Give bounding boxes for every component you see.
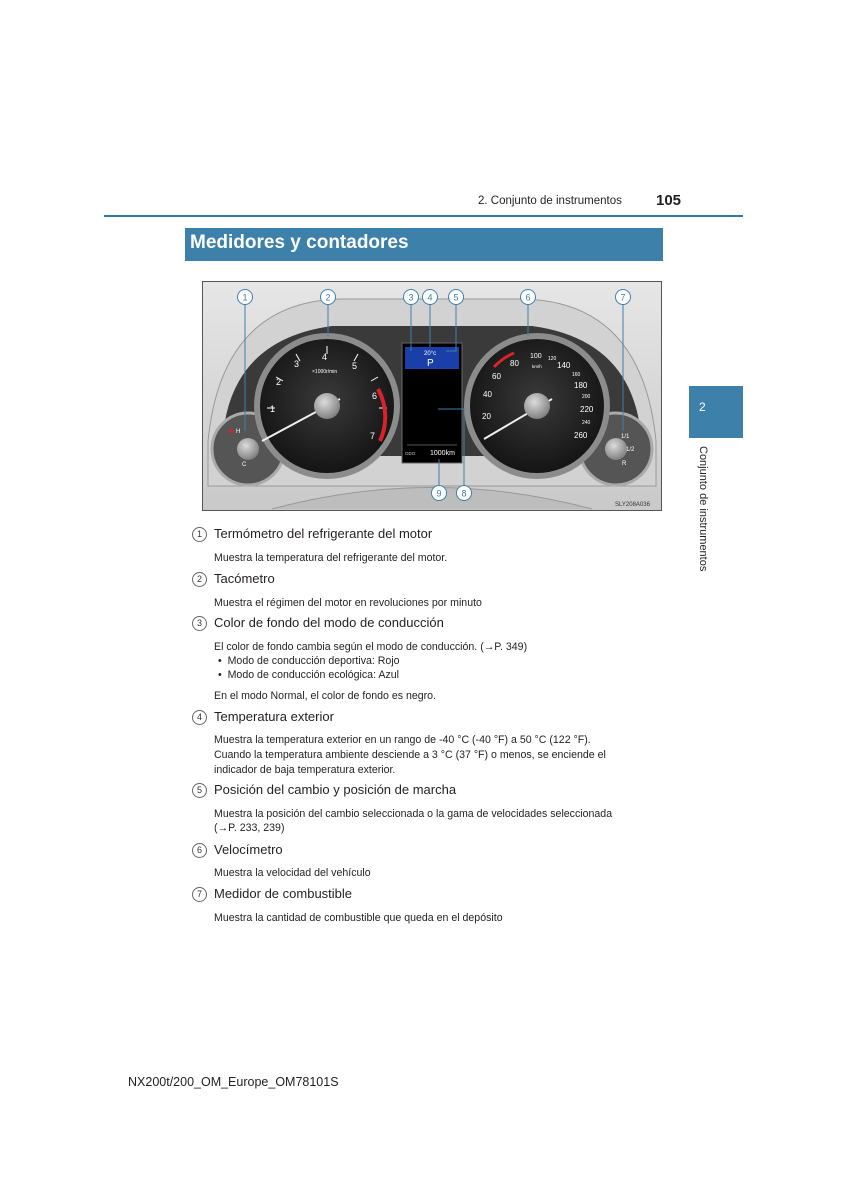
item-5-title: 5 Posición del cambio y posición de marcha	[192, 782, 456, 798]
fuel-gauge-half: 1/2	[626, 447, 635, 453]
speedometer-hub	[524, 393, 550, 419]
speed-label: 120	[548, 356, 557, 362]
speed-label: 240	[582, 420, 591, 426]
item-2-desc: Muestra el régimen del motor en revoluciones por minuto	[214, 597, 482, 609]
temp-gauge-h: H	[236, 429, 241, 435]
item-5-desc-line: (→P. 233, 239)	[214, 822, 285, 834]
odo-readout: 1000km	[430, 450, 455, 457]
speed-label: 140	[557, 361, 571, 370]
odo-label: ODO	[405, 451, 416, 456]
speed-label: 80	[510, 359, 519, 368]
item-3-bullet: • Modo de conducción deportiva: Rojo	[218, 655, 400, 667]
item-4-title: 4 Temperatura exterior	[192, 709, 334, 725]
header-rule	[104, 215, 743, 217]
figure-code: SLY208A036	[615, 502, 650, 508]
section-title: Medidores y contadores	[190, 232, 409, 253]
item-1-title: 1 Termómetro del refrigerante del motor	[192, 526, 432, 542]
item-3-bullet: • Modo de conducción ecológica: Azul	[218, 669, 399, 681]
chapter-side-tab-number: 2	[699, 400, 706, 414]
callout-4: 4	[427, 292, 433, 303]
item-6-title: 6 Velocímetro	[192, 842, 283, 858]
footer-doc-code: NX200t/200_OM_Europe_OM78101S	[128, 1075, 339, 1089]
item-4-desc-line: Cuando la temperatura ambiente desciende a 3 °C (37 °F) o menos, se enciende el	[214, 749, 606, 761]
item-3-note: En el modo Normal, el color de fondo es negro.	[214, 690, 437, 702]
item-7-title: 7 Medidor de combustible	[192, 886, 352, 902]
item-3-title: 3 Color de fondo del modo de conducción	[192, 615, 444, 631]
tach-label: 4	[322, 352, 328, 362]
instrument-cluster-figure	[202, 281, 662, 511]
item-number-badge: 4	[192, 710, 207, 725]
speed-label: 40	[483, 390, 492, 399]
item-1-desc: Muestra la temperatura del refrigerante del motor.	[214, 552, 448, 564]
speed-label: 180	[574, 381, 588, 390]
callout-7: 7	[620, 292, 626, 303]
item-6-desc: Muestra la velocidad del vehículo	[214, 867, 371, 879]
callout-6: 6	[525, 292, 531, 303]
tach-label: 6	[372, 391, 378, 401]
callout-1: 1	[242, 292, 248, 303]
gear-readout: P	[427, 358, 434, 369]
item-3-desc: El color de fondo cambia según el modo de conducción. (→P. 349)	[214, 641, 528, 653]
item-number-badge: 3	[192, 616, 207, 631]
tach-label: 3	[294, 359, 300, 369]
speed-label: 160	[572, 372, 581, 378]
outside-temp-readout: 20°c	[424, 351, 437, 357]
item-number-badge: 5	[192, 783, 207, 798]
callout-3: 3	[408, 292, 414, 303]
chapter-side-tab	[689, 386, 743, 438]
speed-label: 20	[482, 412, 491, 421]
speed-label: 260	[574, 431, 588, 440]
tach-label: 7	[370, 431, 376, 441]
temp-gauge-c: C	[242, 462, 247, 468]
item-4-desc-line: Muestra la temperatura exterior en un rango de -40 °C (-40 °F) a 50 °C (122 °F).	[214, 734, 591, 746]
callout-2: 2	[325, 292, 331, 303]
speed-label: 220	[580, 405, 594, 414]
tach-unit: ×1000r/min	[312, 369, 338, 375]
item-number-badge: 1	[192, 527, 207, 542]
speed-label: 60	[492, 372, 501, 381]
tach-label: 5	[352, 361, 358, 371]
item-number-badge: 6	[192, 843, 207, 858]
tachometer-hub	[314, 393, 340, 419]
item-number-badge: 7	[192, 887, 207, 902]
chapter-title: 2. Conjunto de instrumentos	[478, 195, 622, 207]
item-5-desc-line: Muestra la posición del cambio seleccionada o la gama de velocidades seleccionada	[214, 808, 613, 820]
tach-label: 1	[270, 404, 276, 414]
item-4-desc-line: indicador de baja temperatura exterior.	[214, 764, 396, 776]
tach-label: 2	[276, 377, 282, 387]
callout-5: 5	[453, 292, 459, 303]
speed-label: 200	[582, 394, 591, 400]
chapter-side-label: Conjunto de instrumentos	[697, 446, 709, 572]
fuel-gauge-reserve: R	[622, 461, 627, 467]
item-2-title: 2 Tacómetro	[192, 571, 275, 587]
speed-label: 100	[530, 353, 542, 360]
item-7-desc: Muestra la cantidad de combustible que queda en el depósito	[214, 912, 503, 924]
callout-8: 8	[461, 488, 467, 499]
item-number-badge: 2	[192, 572, 207, 587]
callout-9: 9	[436, 488, 442, 499]
page-number: 105	[656, 192, 682, 209]
speed-unit: km/h	[532, 364, 542, 369]
fuel-gauge-full: 1/1	[621, 434, 630, 440]
